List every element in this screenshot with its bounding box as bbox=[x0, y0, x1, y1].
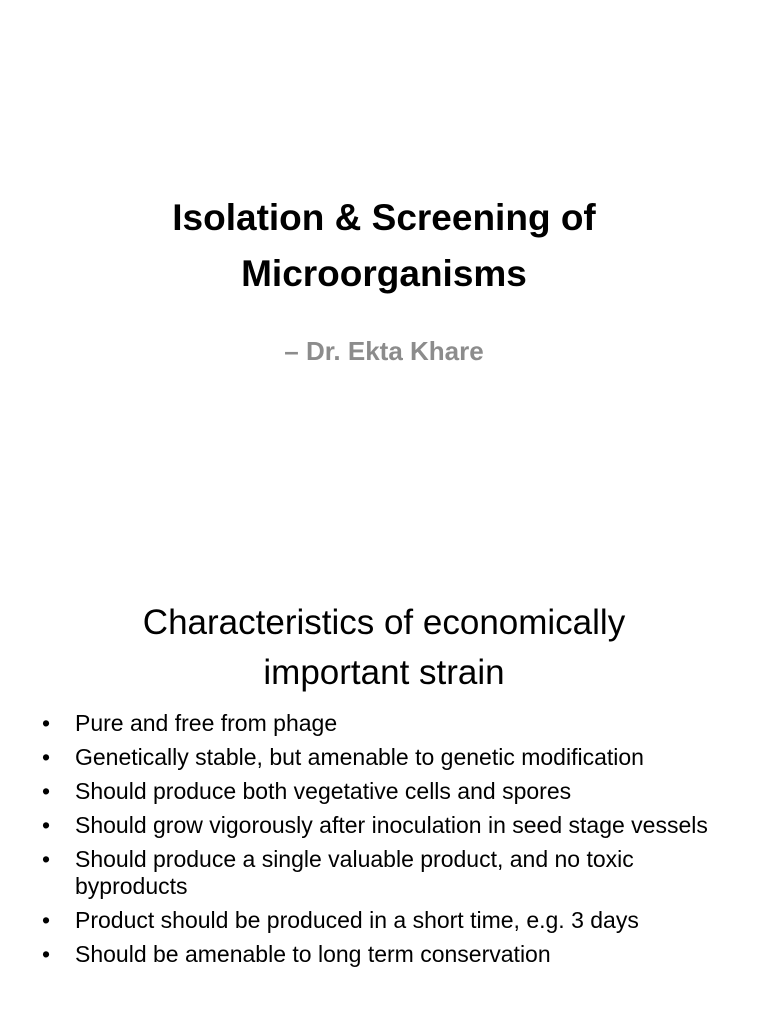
bullet-dot: • bbox=[42, 941, 51, 967]
bullet-dot: • bbox=[42, 846, 51, 872]
bullet-dot: • bbox=[42, 778, 51, 804]
bullet-text: Product should be produced in a short time, e.g. 3 days bbox=[75, 907, 639, 933]
author-subtitle: – Dr. Ekta Khare bbox=[284, 336, 484, 366]
slide-title-line-2: Microorganisms bbox=[241, 253, 527, 294]
content-slide-title bbox=[0, 598, 768, 698]
bullet-text: Should produce both vegetative cells and spores bbox=[75, 778, 572, 804]
bullet-list bbox=[42, 710, 732, 975]
bullet-item bbox=[42, 710, 732, 737]
bullet-item bbox=[42, 744, 732, 771]
bullet-dot: • bbox=[42, 744, 51, 770]
bullet-item bbox=[42, 812, 732, 839]
content-title-line-1: Characteristics of economically bbox=[142, 603, 626, 642]
bullet-text: Genetically stable, but amenable to genetic modification bbox=[75, 744, 644, 770]
bullet-text: Should produce a single valuable product, and no toxic byproducts bbox=[75, 846, 634, 899]
bullet-item bbox=[42, 907, 732, 934]
bullet-item bbox=[42, 778, 732, 805]
bullet-item bbox=[42, 846, 732, 900]
content-slide bbox=[0, 576, 768, 1024]
bullet-text: Should grow vigorously after inoculation in seed stage vessels bbox=[75, 812, 708, 838]
content-title-line-2: important strain bbox=[263, 653, 505, 692]
slide-title-line-1: Isolation & Screening of bbox=[172, 197, 596, 238]
bullet-item bbox=[42, 941, 732, 968]
bullet-text: Pure and free from phage bbox=[75, 710, 338, 736]
bullet-dot: • bbox=[42, 710, 51, 736]
slide-title bbox=[0, 190, 768, 302]
bullet-dot: • bbox=[42, 812, 51, 838]
bullet-text: Should be amenable to long term conservation bbox=[75, 941, 551, 967]
bullet-dot: • bbox=[42, 907, 51, 933]
